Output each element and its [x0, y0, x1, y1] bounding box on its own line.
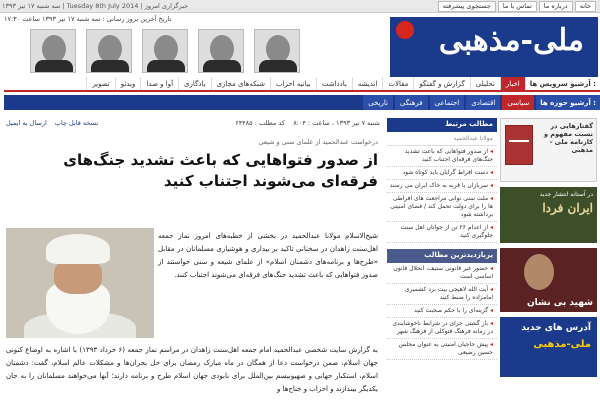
magazine-ad-title: ایران فردا	[542, 201, 593, 215]
services-nav	[4, 77, 600, 92]
nav-tab-articles[interactable]: مقالات	[382, 77, 413, 90]
nav-tab-news[interactable]: اخبار	[500, 77, 525, 90]
article-photo	[6, 228, 154, 338]
most-read-item[interactable]: ◂ آیت الله لاهیجی بیت برد کشمیری امامزاده را ضبط کنید	[387, 284, 497, 305]
article-kicker: درخواست عبدالحمید از علمای سنی و شیعی	[258, 138, 378, 146]
article-headline: از صدور فتواهایی که باعث تشدید جنگ‌های فرقه‌ای می‌شوند اجتناب کنید	[63, 151, 378, 190]
portrait-image	[198, 29, 244, 73]
book-ad[interactable]	[500, 118, 597, 182]
article-lead-paragraph: شیخ‌الاسلام مولانا عبدالحمید در بخشی از خطبه‌های امروز نماز جمعه اهل‌سنت زاهدان در سخنانی تاکید بر بیداری و هوشیاری مسلمانان در مقابل «طرح‌ها و برنامه‌های دشمنان اسلام» از علمای شیعه و سنی خواستند از صدور فتواهایی که باعث تشدید جنگ‌های فرقه‌ای می‌شوند اجتناب کنند.	[158, 232, 378, 279]
book-ad-title: گفتارهایی در نسبت مفهوم و کارنامه ملی - مذهبی	[544, 122, 593, 154]
nav-tab-historical[interactable]: تاریخی	[363, 95, 393, 110]
site-header	[0, 13, 600, 75]
nav-tab-audio[interactable]: آوا و صدا	[140, 77, 178, 90]
article-code: کد مطلب : ۶۴۴۸۵	[235, 119, 285, 127]
new-addresses-title: آدرس های جدید	[521, 323, 591, 333]
nav-tab-memory[interactable]: یادگاری	[178, 77, 211, 90]
related-item[interactable]: ◂ از صدور فتواهایی که باعث تشدید جنگ‌های فرقه‌ای اجتناب کنید	[387, 146, 497, 167]
current-date: سه شنبه ۱۷ تیر ۱۳۹۳ | Tuesday 8th July 2014 | خبرگزاری امروز	[2, 2, 189, 10]
services-nav-label: آرشیو سرویس ها :	[525, 77, 600, 90]
most-read-item[interactable]: ◂ گزینه‌ای را با حکم صحبت کنید	[387, 305, 497, 318]
new-addresses-ad[interactable]	[500, 317, 597, 377]
related-item[interactable]: ◂ دست افراط گرایان باید کوتاه شود	[387, 167, 497, 180]
article-main	[4, 118, 382, 405]
article-meta-right	[235, 119, 380, 127]
top-link-home[interactable]: خانه	[575, 1, 596, 12]
nav-tab-social[interactable]: شبکه‌های مجازی	[211, 77, 270, 90]
article-actions	[6, 119, 104, 127]
nav-tab-political[interactable]: سیاسی	[502, 95, 534, 110]
ad-column	[500, 118, 597, 405]
portrait-image	[254, 29, 300, 73]
nav-tab-thought[interactable]: اندیشه	[352, 77, 383, 90]
domains-nav-label: آرشیو حوزه ها :	[536, 95, 600, 110]
publish-date: شنبه ۷ تیر ۱۳۹۳ ، ساعت : ۸:۰۴	[293, 119, 380, 127]
top-links	[438, 1, 596, 12]
nav-tab-social-domain[interactable]: اجتماعی	[430, 95, 465, 110]
nav-tab-video[interactable]: ویدئو	[115, 77, 141, 90]
portrait-image	[86, 29, 132, 73]
domains-nav	[4, 95, 600, 110]
most-read-title: پربازدیدترین مطالب	[387, 249, 497, 263]
magazine-ad-subtitle: در آستانه انتشار جدید	[539, 191, 593, 198]
martyr-ad[interactable]	[500, 248, 597, 312]
martyr-portrait	[524, 254, 554, 290]
nav-tab-economic[interactable]: اقتصادی	[466, 95, 500, 110]
related-subtitle: مولانا عبدالحمید	[387, 132, 497, 146]
top-bar	[0, 0, 600, 13]
most-read-item[interactable]: ◂ حضور غیر قانونی ستیف، انحلال قانون اساسی است	[387, 263, 497, 284]
related-item[interactable]: ◂ سربازان با قربه به خاک ایران می رسند	[387, 180, 497, 193]
site-logo[interactable]	[390, 17, 598, 77]
magazine-ad[interactable]	[500, 187, 597, 243]
article-meta	[4, 118, 382, 130]
most-read-item[interactable]: ◂ باز گشتی جرای در شرایط ناخوشایندی در زمانه فرهنگ فتوکلی از فرهنگ شهر	[387, 318, 497, 339]
related-title: مطالب مرتبط	[387, 118, 497, 132]
new-addresses-brand: ملی-مذهبی	[533, 339, 591, 350]
last-update: تاریخ آخرین بروز رسانی : سه شنبه ۱۷ تیر ۱۳۹۳ ساعت ۱۷:۳۰	[4, 15, 172, 23]
martyr-ad-text: شهید بی نشان	[526, 298, 593, 308]
header-portraits	[30, 29, 300, 73]
nav-tab-analysis[interactable]: تحلیلی	[470, 77, 500, 90]
nav-tab-notes[interactable]: یادداشت	[316, 77, 352, 90]
logo-emblem-icon	[396, 21, 414, 39]
most-read-item[interactable]: ◂ پیش حاجیان امنیتی به عنوان مجلس حسین رضیعی	[387, 339, 497, 360]
book-cover-icon	[505, 125, 533, 165]
top-link-advanced-search[interactable]: جستجوی پیشرفته	[438, 1, 496, 12]
related-item[interactable]: ◂ از اعدام ۲۶ تن از جوانان اهل سنت جلوگیری کنید	[387, 222, 497, 243]
nav-tab-statements[interactable]: بیانیه احزاب	[270, 77, 316, 90]
article-body-paragraph: به گزارش سایت شخصی عبدالحمید امام جمعه اهل‌سنت زاهدان در مراسم نماز جمعه (۶ خرداد ۱۳۹۳) با اشاره به اوضاع کنونی جهان اسلام، ضمن درخواست دعا از همگان در ماه مبارک رمضان برای حل بحران‌ها و مشکلات عالم اسلام، گفت: دشمنان اسلام، استکبار جهانی و صهیونیسم بین‌الملل برای نابودی جهان اسلام طرح و برنامه دارند؛ آنها می‌خواهند مسلمانان را به جان یکدیگر بیندازند و احزاب و جناح‌ها و	[6, 346, 378, 393]
print-link[interactable]: نسخه قابل چاپ	[54, 119, 99, 127]
nav-tab-photo[interactable]: تصویر	[86, 77, 114, 90]
nav-tab-cultural[interactable]: فرهنگی	[395, 95, 428, 110]
nav-tab-interview[interactable]: گزارش و گفتگو	[413, 77, 469, 90]
portrait-image	[142, 29, 188, 73]
portrait-image	[30, 29, 76, 73]
related-item[interactable]: ◂ ملت سنی نوانی مراجعت های افراطی ها را برای دولت تحمل کند / فضای امنیتی برداشته شود	[387, 193, 497, 222]
top-link-about[interactable]: درباره ما	[539, 1, 573, 12]
top-link-contact[interactable]: تماس با ما	[498, 1, 537, 12]
logo-text: ملی-مذهبی	[438, 23, 584, 58]
email-link[interactable]: ارسال به ایمیل	[6, 119, 47, 127]
sidebar	[387, 118, 497, 405]
